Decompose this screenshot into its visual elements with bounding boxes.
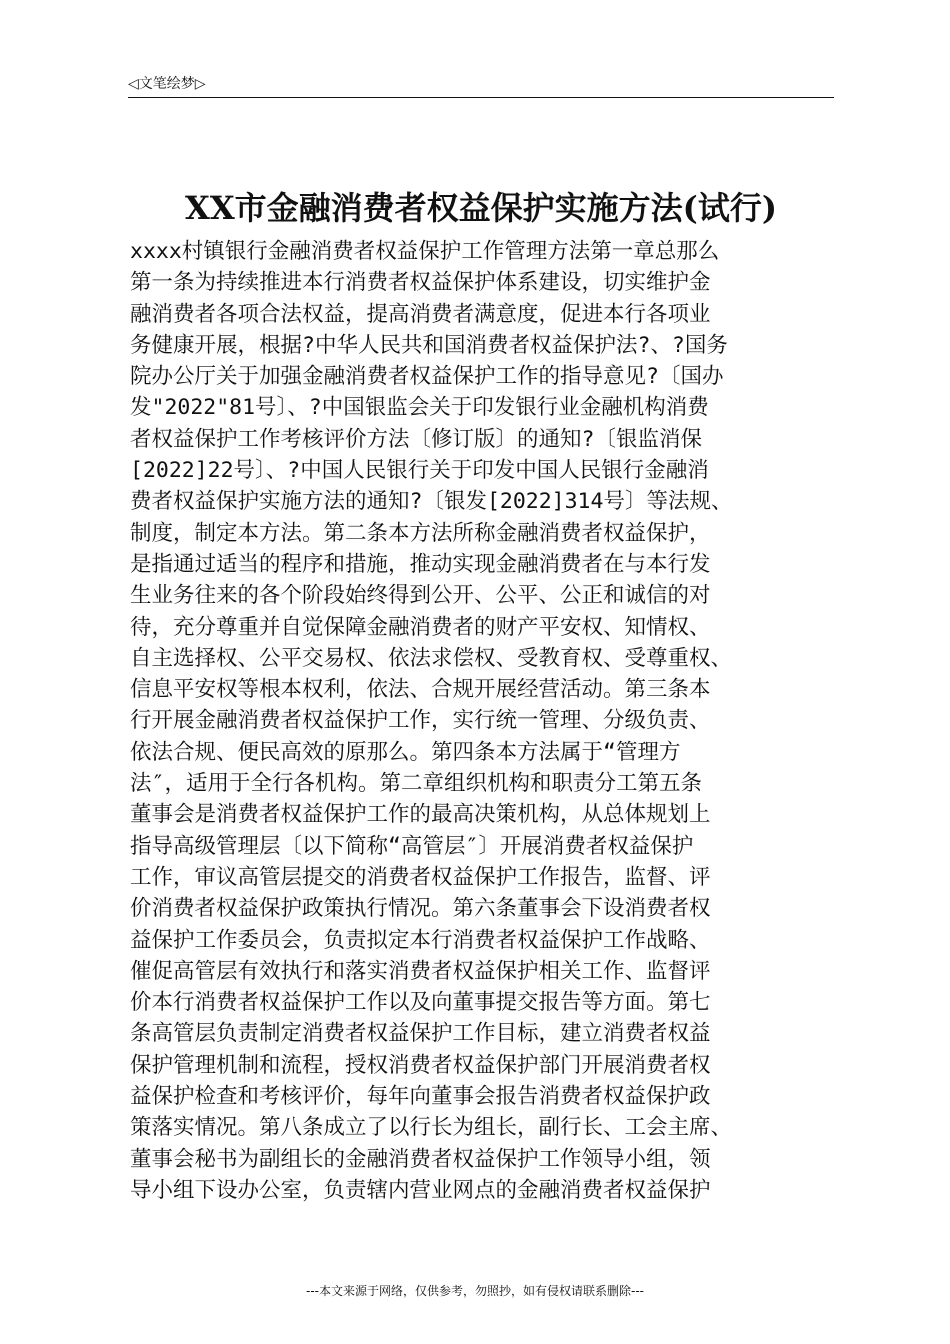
body-line: 生业务往来的各个阶段始终得到公开、公平、公正和诚信的对	[130, 583, 711, 609]
body-line: 董事会是消费者权益保护工作的最高决策机构，从总体规划上	[130, 802, 711, 828]
header-brand-text: 文笔绘梦	[138, 76, 195, 92]
body-line: 院办公厅关于加强金融消费者权益保护工作的指导意见?〔国办	[130, 364, 724, 390]
page-header	[128, 74, 834, 98]
body-line: 董事会秘书为副组长的金融消费者权益保护工作领导小组，领	[130, 1146, 711, 1172]
body-line: 导小组下设办公室，负责辖内营业网点的金融消费者权益保护	[130, 1177, 711, 1203]
document-title: XX市金融消费者权益保护实施方法(试行)	[185, 189, 777, 227]
body-line: 价消费者权益保护政策执行情况。第六条董事会下设消费者权	[130, 896, 711, 922]
body-line: 条高管层负责制定消费者权益保护工作目标，建立消费者权益	[130, 1021, 711, 1047]
body-line: [2022]22号〕、?中国人民银行关于印发中国人民银行金融消	[130, 458, 709, 484]
body-line: 法″，适用于全行各机构。第二章组织机构和职责分工第五条	[130, 771, 702, 797]
right-triangle-icon: ▷	[194, 76, 206, 92]
body-line: 发"2022"81号〕、?中国银监会关于印发银行业金融机构消费	[130, 395, 709, 421]
body-line: 价本行消费者权益保护工作以及向董事提交报告等方面。第七	[130, 990, 711, 1016]
body-line: 行开展金融消费者权益保护工作，实行统一管理、分级负责、	[130, 708, 711, 734]
body-line: 益保护检查和考核评价，每年向董事会报告消费者权益保护政	[130, 1084, 711, 1110]
body-line: xxxx村镇银行金融消费者权益保护工作管理方法第一章总那么	[130, 239, 720, 264]
body-line: 第一条为持续推进本行消费者权益保护体系建设，切实维护金	[130, 270, 711, 296]
body-line: 催促高管层有效执行和落实消费者权益保护相关工作、监督评	[130, 958, 711, 984]
body-line: 融消费者各项合法权益，提高消费者满意度，促进本行各项业	[130, 301, 711, 327]
body-line: 益保护工作委员会，负责拟定本行消费者权益保护工作战略、	[130, 927, 711, 953]
body-line: 策落实情况。第八条成立了以行长为组长，副行长、工会主席、	[130, 1115, 733, 1141]
body-line: 工作，审议高管层提交的消费者权益保护工作报告，监督、评	[130, 864, 711, 890]
body-line: 是指通过适当的程序和措施，推动实现金融消费者在与本行发	[130, 551, 711, 577]
body-line: 保护管理机制和流程，授权消费者权益保护部门开展消费者权	[130, 1052, 711, 1078]
body-line: 信息平安权等根本权利，依法、合规开展经营活动。第三条本	[130, 677, 711, 703]
body-line: 者权益保护工作考核评价方法〔修订版〕的通知?〔银监消保	[130, 426, 702, 452]
body-line: 制度，制定本方法。第二条本方法所称金融消费者权益保护，	[130, 520, 711, 546]
body-line: 待，充分尊重并自觉保障金融消费者的财产平安权、知情权、	[130, 614, 711, 640]
left-triangle-icon: ◁	[128, 76, 139, 92]
body-line: 自主选择权、公平交易权、依法求偿权、受教育权、受尊重权、	[130, 645, 733, 671]
body-line: 费者权益保护实施方法的通知?〔银发[2022]314号〕等法规、	[130, 489, 733, 515]
header-divider	[128, 97, 834, 98]
page-footer: ---本文来源于网络，仅供参考，勿照抄，如有侵权请联系删除---	[306, 1284, 644, 1298]
document-body	[130, 236, 842, 1206]
header-brand	[128, 74, 206, 94]
body-line: 依法合规、便民高效的原那么。第四条本方法属于“管理方	[130, 739, 681, 765]
body-line: 务健康开展，根据?中华人民共和国消费者权益保护法?、?国务	[130, 332, 728, 358]
body-line: 指导高级管理层〔以下简称“高管层″〕开展消费者权益保护	[130, 833, 694, 859]
